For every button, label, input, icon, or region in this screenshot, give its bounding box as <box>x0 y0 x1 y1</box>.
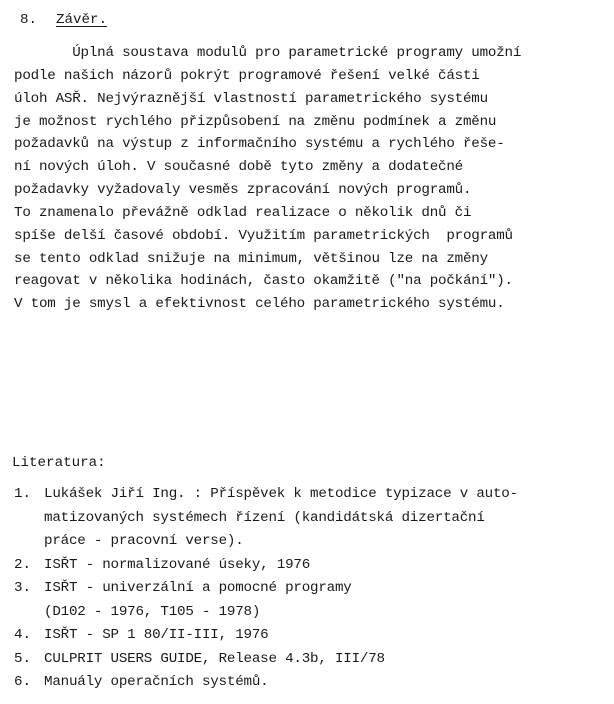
literature-item <box>14 483 604 554</box>
literature-item-number: 4. <box>14 627 32 643</box>
conclusion-paragraph <box>14 42 604 316</box>
literature-item-text <box>44 648 600 672</box>
literature-item-text <box>44 554 600 578</box>
literature-list <box>14 483 604 695</box>
literature-item-number: 2. <box>14 556 32 573</box>
literature-item <box>14 624 604 648</box>
paragraph-line: je možnost rychlého přizpůsobení na změnu podmínek a změnu <box>14 113 497 130</box>
paragraph-line: Úplná soustava modulů pro parametrické programy umožní <box>14 45 522 61</box>
literature-item-line: ISŘT - SP 1 80/II-III, 1976 <box>44 627 269 643</box>
literature-item-number: 5. <box>14 650 32 667</box>
literature-item-number: 3. <box>14 580 32 596</box>
paragraph-line: spíše delší časové období. Využitím parametrických programů <box>14 227 513 244</box>
paragraph-line: reagovat v několika hodinách, často okamžitě ("na počkání"). <box>14 273 513 290</box>
paragraph-line: To znamenalo převážně odklad realizace o několik dnů či <box>14 204 472 221</box>
paragraph-line: ní nových úloh. V současné době tyto změny a dodatečné <box>14 159 463 176</box>
section-number: 8. <box>20 12 38 28</box>
paragraph-line: se tento odklad snižuje na minimum, většinou lze na změny <box>14 250 488 267</box>
literature-item-line: ISŘT - univerzální a pomocné programy <box>44 580 352 596</box>
literature-item-line: ISŘT - normalizované úseky, 1976 <box>44 556 311 573</box>
paragraph-line: úloh ASŘ. Nejvýraznější vlastností parametrického systému <box>14 90 488 107</box>
literature-item-line: Manuály operačních systémů. <box>44 674 269 690</box>
literature-item-line: CULPRIT USERS GUIDE, Release 4.3b, III/78 <box>44 650 385 667</box>
literature-item <box>14 648 604 672</box>
literature-item <box>14 554 604 578</box>
paragraph-line: podle našich názorů pokrýt programové řešení velké části <box>14 67 480 84</box>
section-title: Závěr. <box>56 12 108 28</box>
literature-item-number: 1. <box>14 486 32 502</box>
literature-item <box>14 577 604 624</box>
literature-item-text <box>44 671 600 695</box>
literature-item <box>14 671 604 695</box>
literature-item-line: (D102 - 1976, T105 - 1978) <box>44 603 261 620</box>
paragraph-line: V tom je smysl a efektivnost celého parametrického systému. <box>14 296 505 313</box>
literature-item-line: Lukášek Jiří Ing. : Příspěvek k metodice typizace v auto- <box>44 486 518 502</box>
literature-item-number: 6. <box>14 674 32 690</box>
paragraph-line: požadavků na výstup z informačního systému a rychlého řeše- <box>14 136 505 153</box>
paragraph-line: požadavky vyžadovaly vesměs zpracování nových programů. <box>14 182 472 199</box>
literature-item-text <box>44 577 600 624</box>
literature-item-line: matizovaných systémech řízení (kandidátská dizertační <box>44 509 485 526</box>
literature-item-line: práce - pracovní verse). <box>44 533 244 549</box>
literature-item-text <box>44 624 600 648</box>
literature-item-text <box>44 483 600 554</box>
literature-title: Literatura: <box>12 455 106 471</box>
